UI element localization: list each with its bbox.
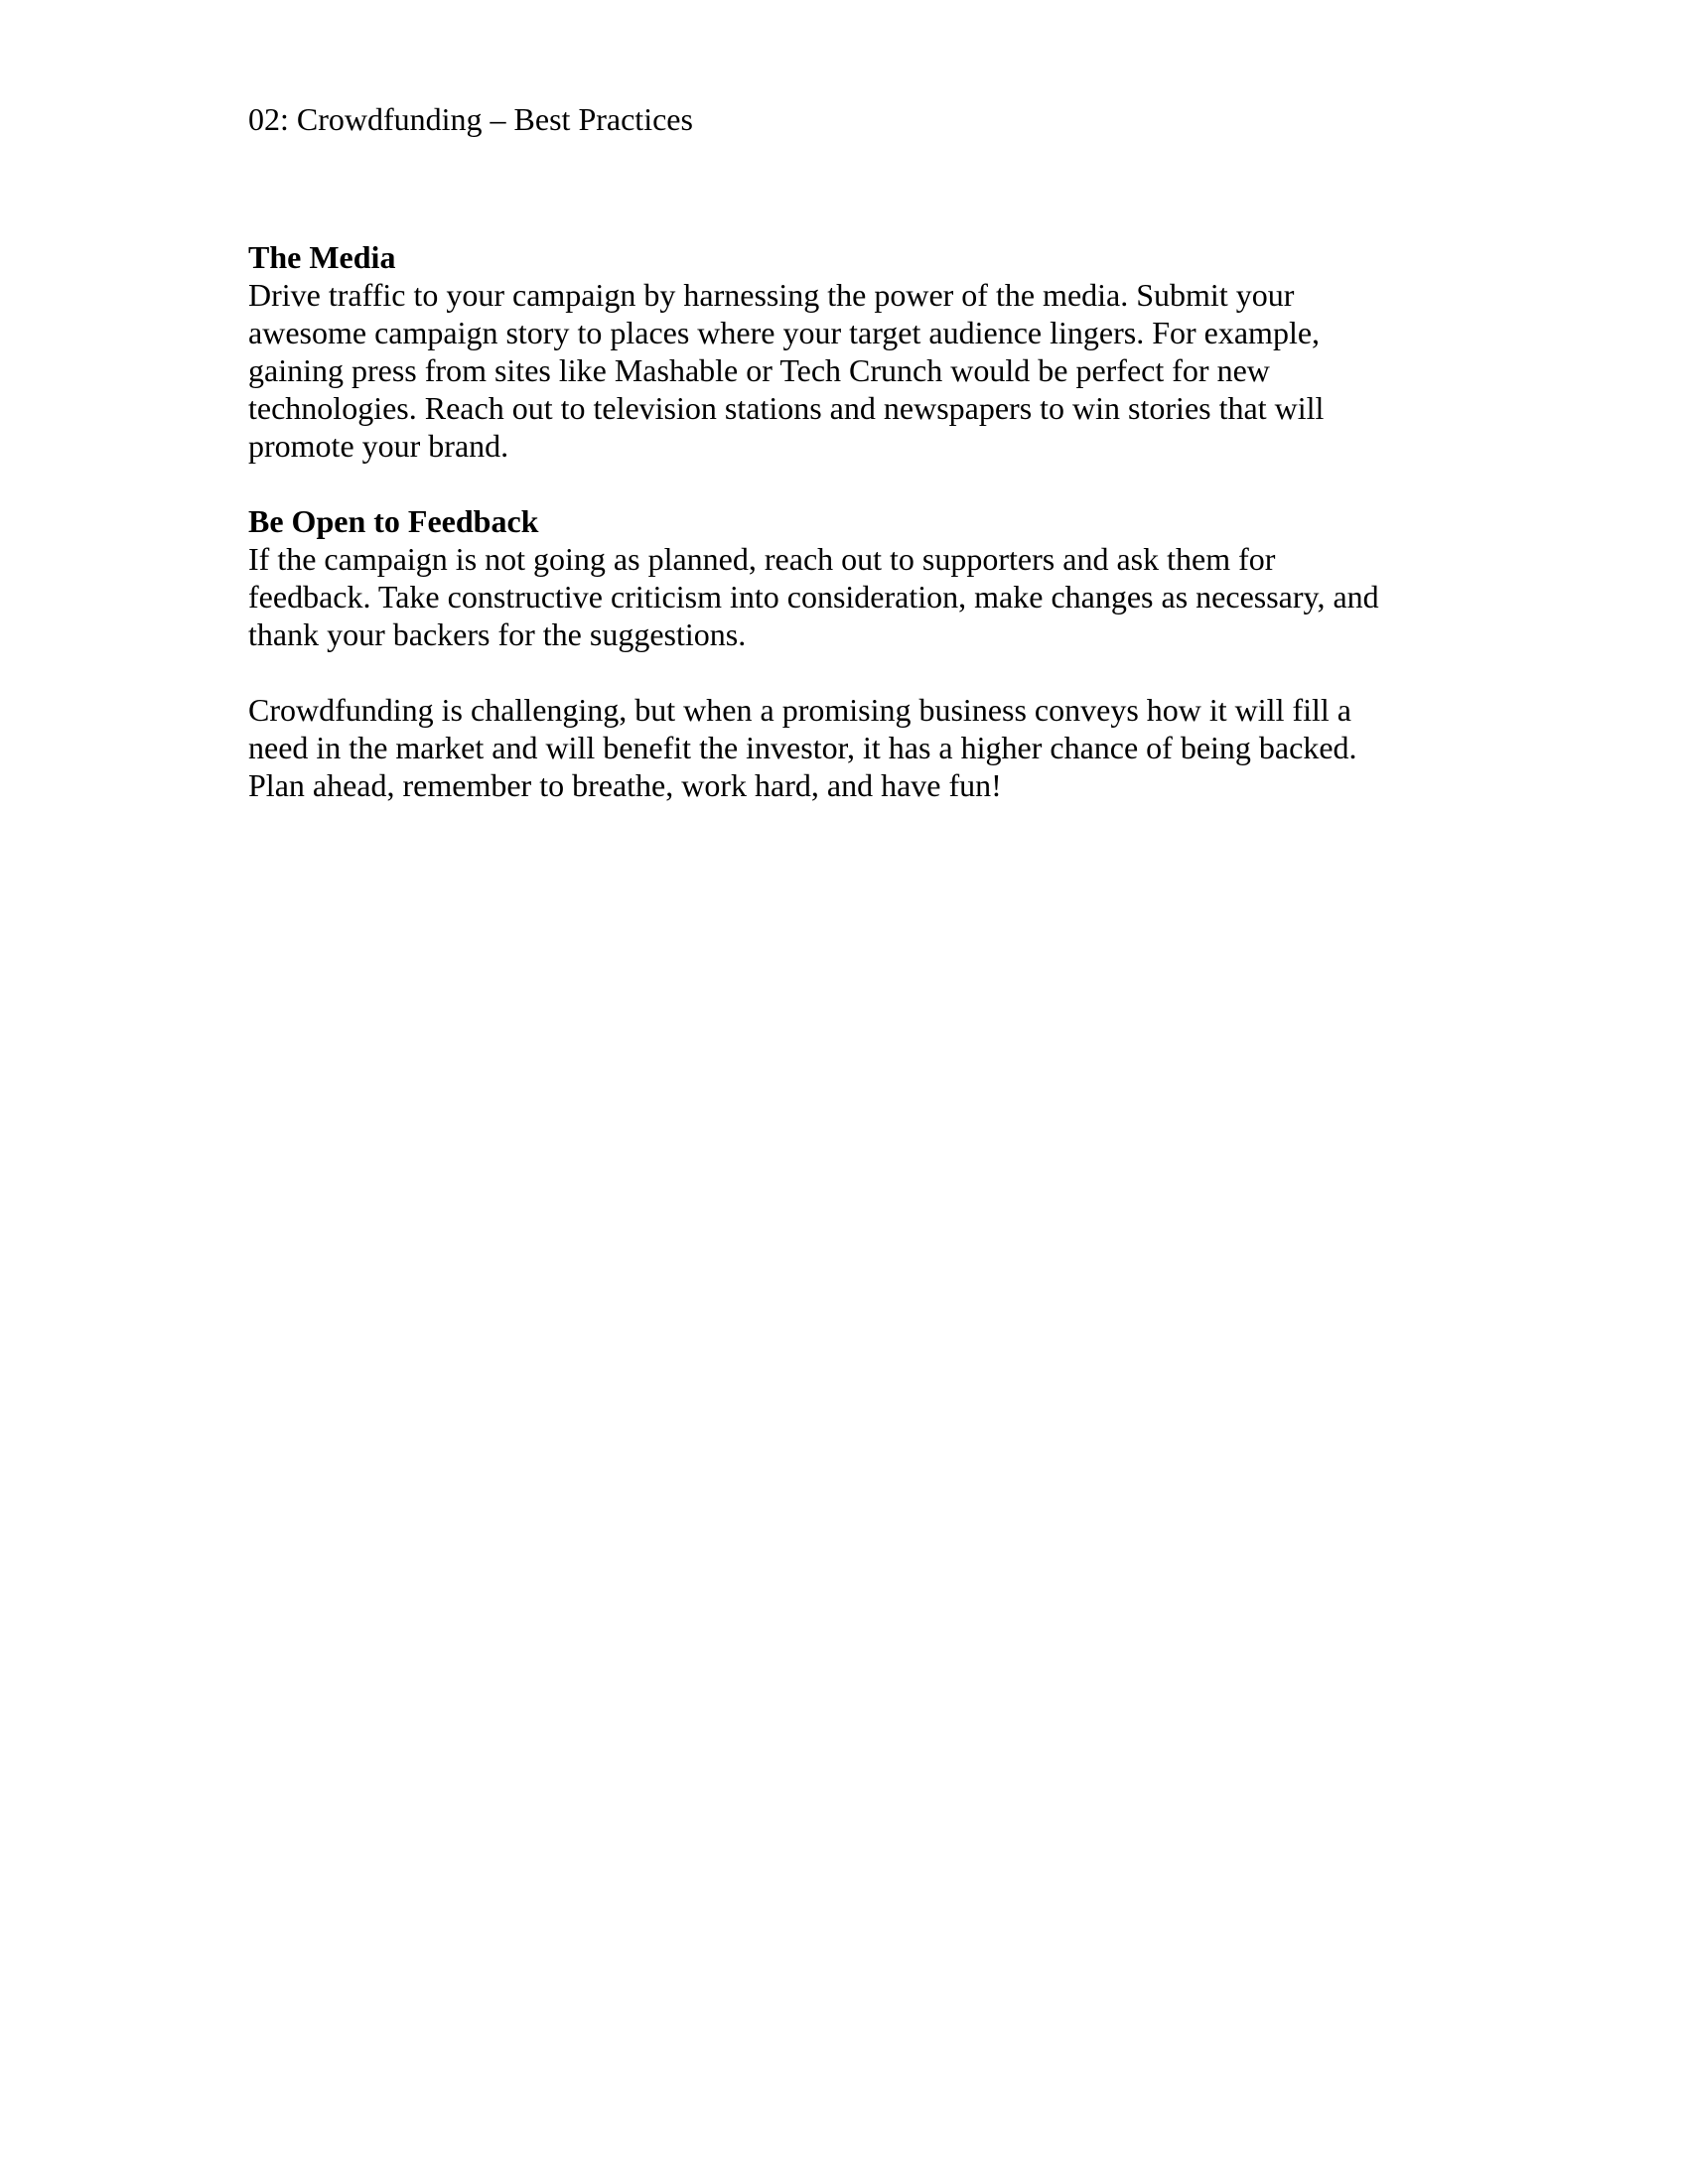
closing-section [248, 691, 1460, 804]
paragraph-line: feedback. Take constructive criticism into consideration, make changes as necessary, and [248, 579, 1379, 614]
paragraph-line: Drive traffic to your campaign by harnessing the power of the media. Submit your [248, 277, 1295, 313]
section-paragraph [248, 276, 1460, 465]
paragraph-line: gaining press from sites like Mashable or Tech Crunch would be perfect for new [248, 352, 1270, 388]
page-header: 02: Crowdfunding – Best Practices [248, 101, 693, 137]
paragraph-line: Crowdfunding is challenging, but when a promising business conveys how it will fill a [248, 692, 1351, 728]
closing-paragraph [248, 691, 1460, 804]
document-body [248, 238, 1460, 842]
paragraph-line: thank your backers for the suggestions. [248, 616, 747, 652]
paragraph-line: Plan ahead, remember to breathe, work hard, and have fun! [248, 767, 1002, 803]
section-heading: Be Open to Feedback [248, 503, 539, 539]
section-heading: The Media [248, 239, 396, 275]
section-be-open-to-feedback [248, 502, 1460, 653]
paragraph-line: awesome campaign story to places where your target audience lingers. For example, [248, 315, 1321, 350]
paragraph-line: technologies. Reach out to television stations and newspapers to win stories that will [248, 390, 1325, 426]
paragraph-line: need in the market and will benefit the investor, it has a higher chance of being backed. [248, 730, 1357, 765]
paragraph-line: promote your brand. [248, 428, 509, 464]
section-paragraph [248, 540, 1460, 653]
paragraph-line: If the campaign is not going as planned, reach out to supporters and ask them for [248, 541, 1276, 577]
section-the-media [248, 238, 1460, 465]
